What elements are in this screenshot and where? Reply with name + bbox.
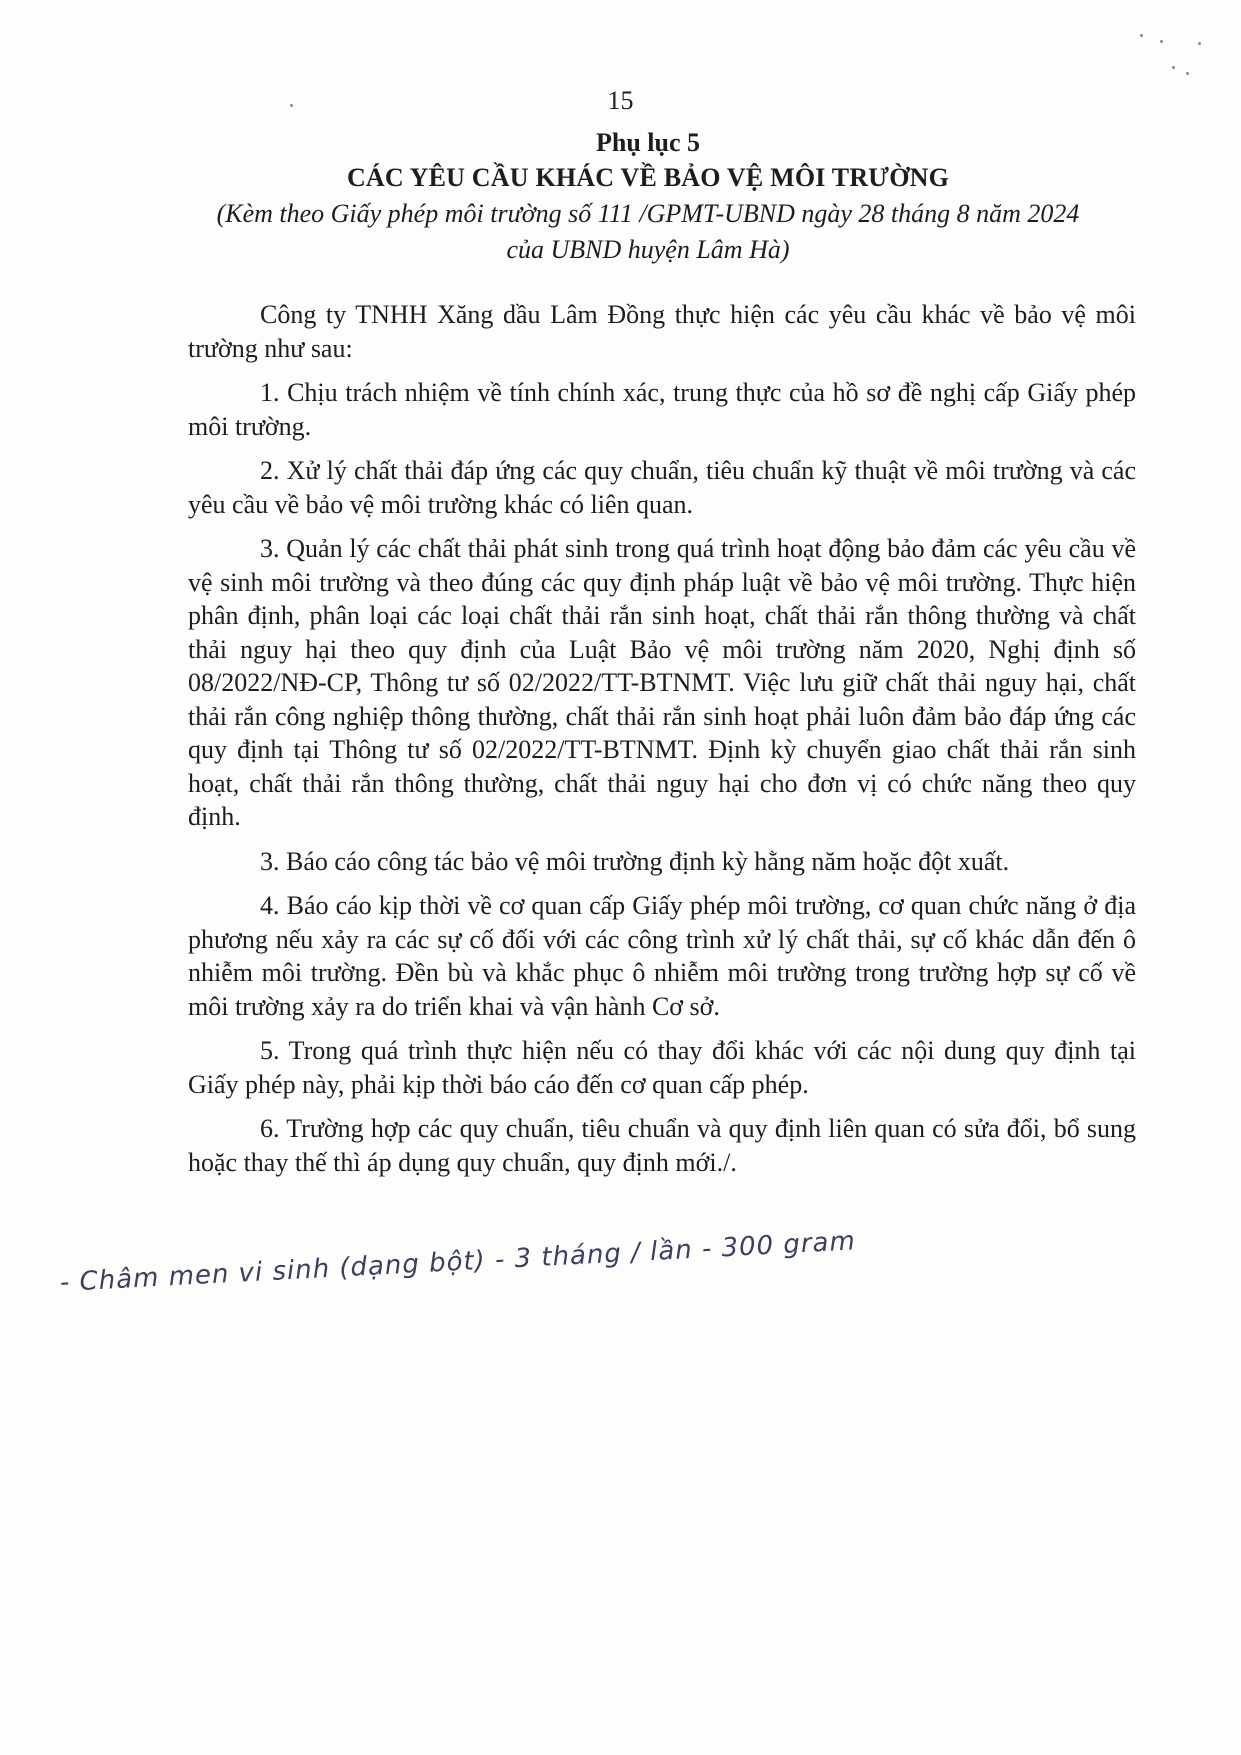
scan-speck bbox=[1172, 66, 1175, 69]
subtitle-line-2: của UBND huyện Lâm Hà) bbox=[506, 235, 790, 264]
scan-speck bbox=[1198, 42, 1201, 45]
requirement-1: 1. Chịu trách nhiệm về tính chính xác, trung thực của hồ sơ đề nghị cấp Giấy phép môi trường. bbox=[188, 378, 1136, 441]
requirement-5: 5. Trong quá trình thực hiện nếu có thay đổi khác với các nội dung quy định tại Giấy phép này, phải kịp thời báo cáo đến cơ quan cấp phép. bbox=[188, 1036, 1136, 1099]
requirement-3-waste-management: 3. Quản lý các chất thải phát sinh trong quá trình hoạt động bảo đảm các yêu cầu về vệ sinh môi trường và theo đúng các quy định pháp luật về bảo vệ môi trường. Thực hiện phân định, phân loại các loại chất thải rắn sinh hoạt, chất thải rắn thông thường và chất thải nguy hại theo quy định của Luật Bảo vệ môi trường năm 2020, Nghị định số 08/2022/NĐ-CP, Thông tư số 02/2022/TT-BTNMT. Việc lưu giữ chất thải nguy hại, chất thải rắn công nghiệp thông thường, chất thải rắn sinh hoạt phải luôn đảm bảo đáp ứng các quy định tại Thông tư số 02/2022/TT-BTNMT. Định kỳ chuyển giao chất thải rắn sinh hoạt, chất thải rắn thông thường, chất thải nguy hại cho đơn vị có chức năng theo quy định. bbox=[188, 534, 1136, 831]
scan-speck bbox=[290, 104, 293, 107]
heading-block bbox=[150, 126, 1146, 268]
subtitle-line-1: (Kèm theo Giấy phép môi trường số 111 /GPMT-UBND ngày 28 tháng 8 năm 2024 bbox=[216, 199, 1080, 228]
intro-paragraph: Công ty TNHH Xăng dầu Lâm Đồng thực hiện các yêu cầu khác về bảo vệ môi trường như sau: bbox=[188, 300, 1136, 363]
scan-speck bbox=[1160, 40, 1163, 43]
scan-speck bbox=[1186, 72, 1189, 75]
handwritten-note: - Châm men vi sinh (dạng bột) - 3 tháng / lần - 300 gram bbox=[59, 1226, 857, 1298]
body-text bbox=[188, 298, 1136, 1190]
requirement-2: 2. Xử lý chất thải đáp ứng các quy chuẩn, tiêu chuẩn kỹ thuật về môi trường và các yêu cầu về bảo vệ môi trường khác có liên quan. bbox=[188, 456, 1136, 519]
requirement-6: 6. Trường hợp các quy chuẩn, tiêu chuẩn và quy định liên quan có sửa đổi, bổ sung hoặc thay thế thì áp dụng quy chuẩn, quy định mới./. bbox=[188, 1114, 1136, 1177]
requirement-4: 4. Báo cáo kịp thời về cơ quan cấp Giấy phép môi trường, cơ quan chức năng ở địa phương nếu xảy ra các sự cố đối với các công trình xử lý chất thải, sự cố khác dẫn đến ô nhiễm môi trường. Đền bù và khắc phục ô nhiễm môi trường trong trường hợp sự cố về môi trường xảy ra do triển khai và vận hành Cơ sở. bbox=[188, 891, 1136, 1021]
appendix-title: Phụ lục 5 bbox=[595, 128, 701, 157]
page-number: 15 bbox=[607, 86, 634, 115]
requirement-3-reporting: 3. Báo cáo công tác bảo vệ môi trường định kỳ hằng năm hoặc đột xuất. bbox=[260, 846, 1010, 876]
scan-speck bbox=[1140, 34, 1143, 37]
main-title: CÁC YÊU CẦU KHÁC VỀ BẢO VỆ MÔI TRƯỜNG bbox=[346, 163, 950, 192]
